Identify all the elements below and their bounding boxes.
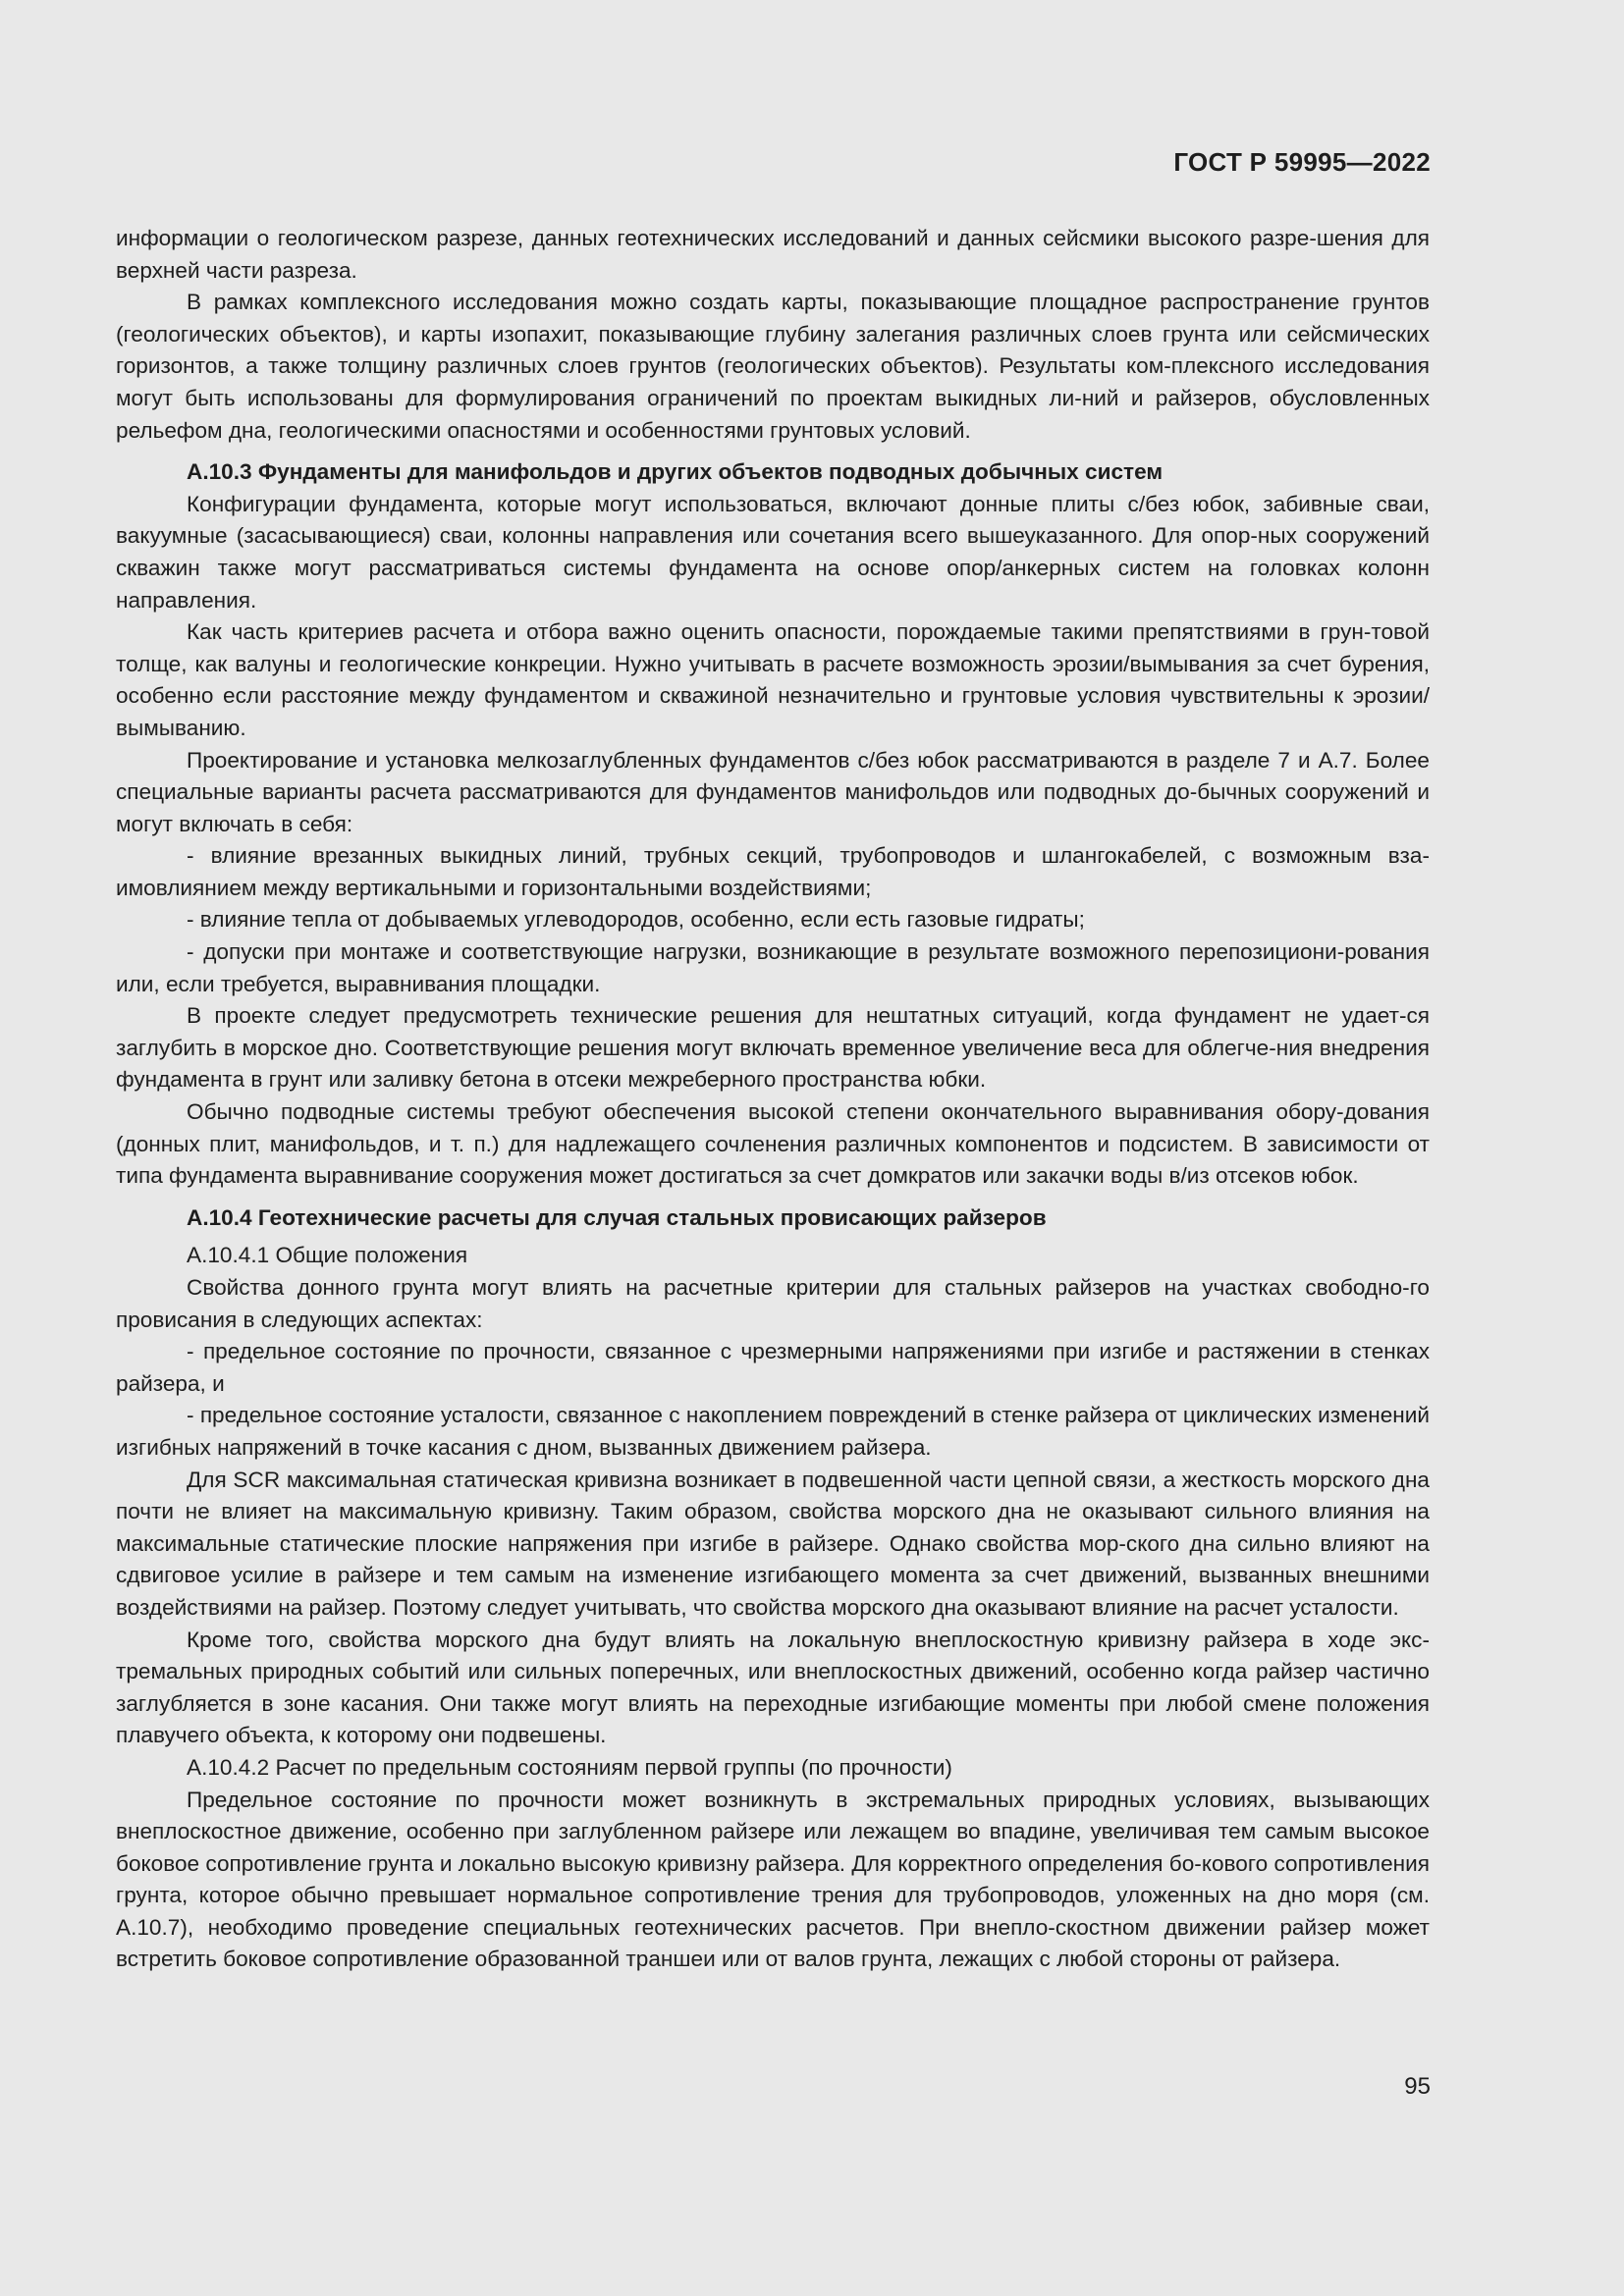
- paragraph: Обычно подводные системы требуют обеспечения высокой степени окончательного выравнивания обору-дования (донных плит, манифольдов, и т. п.) для надлежащего сочленения различных компонентов и подсистем. В зависимости от типа фундамента выравнивание сооружения может достигаться за счет домкратов или закачки воды в/из отсеков юбок.: [116, 1099, 1430, 1189]
- list-item: - влияние врезанных выкидных линий, трубных секций, трубопроводов и шлангокабелей, с возможным вза-имовлиянием между вертикальными и горизонтальными воздействиями;: [116, 843, 1430, 900]
- section-heading-a-10-4: А.10.4 Геотехнические расчеты для случая стальных провисающих райзеров: [187, 1204, 1047, 1230]
- subsection-heading-a-10-4-1: А.10.4.1 Общие положения: [187, 1243, 468, 1268]
- list-item: - влияние тепла от добываемых углеводородов, особенно, если есть газовые гидраты;: [187, 907, 1085, 933]
- paragraph: Как часть критериев расчета и отбора важно оценить опасности, порождаемые такими препятствиями в грун-товой толще, как валуны и геологические конкреции. Нужно учитывать в расчете возможность эрозии/вымывания за счет бурения, особенно если расстояние между фундаментом и скважиной незначительно и грунтовые условия чувствительны к эрозии/вымыванию.: [116, 619, 1430, 740]
- paragraph: Конфигурации фундамента, которые могут использоваться, включают донные плиты с/без юбок, забивные сваи, вакуумные (засасывающиеся) сваи, колонны направления или сочетания всего вышеуказанного. Для опор-ных сооружений скважин также могут рассматриваться системы фундамента на основе опор/анкерных систем на головках колонн направления.: [116, 491, 1430, 613]
- paragraph: В проекте следует предусмотреть технические решения для нештатных ситуаций, когда фундамент не удает-ся заглубить в морское дно. Соответствующие решения могут включать временное увеличение веса для облегче-ния внедрения фундамента в грунт или заливку бетона в отсеки межреберного пространства юбки.: [116, 1003, 1430, 1093]
- subsection-heading-a-10-4-2: А.10.4.2 Расчет по предельным состояниям первой группы (по прочности): [187, 1754, 952, 1780]
- paragraph: Проектирование и установка мелкозаглубленных фундаментов с/без юбок рассматриваются в разделе 7 и А.7. Более специальные варианты расчета рассматриваются для фундаментов манифольдов или подводных до-бычных сооружений и могут включать в себя:: [116, 747, 1430, 836]
- section-heading-a-10-3: А.10.3 Фундаменты для манифольдов и других объектов подводных добычных систем: [187, 459, 1164, 485]
- paragraph: информации о геологическом разрезе, данных геотехнических исследований и данных сейсмики высокого разре-шения для верхней части разреза.: [116, 226, 1430, 283]
- list-item: - предельное состояние по прочности, связанное с чрезмерными напряжениями при изгибе и растяжении в стенках райзера, и: [116, 1339, 1430, 1396]
- paragraph: В рамках комплексного исследования можно создать карты, показывающие площадное распространение грунтов (геологических объектов), и карты изопахит, показывающие глубину залегания различных слоев грунта или сейсмических горизонтов, а также толщину различных слоев грунтов (геологических объектов). Результаты ком-плексного исследования могут быть использованы для формулирования ограничений по проектам выкидных ли-ний и райзеров, обусловленных рельефом дна, геологическими опасностями и особенностями грунтовых условий.: [116, 290, 1430, 443]
- list-item: - допуски при монтаже и соответствующие нагрузки, возникающие в результате возможного перепозициони-рования или, если требуется, выравнивания площадки.: [116, 939, 1430, 996]
- document-code-header: ГОСТ Р 59995—2022: [1173, 147, 1431, 177]
- paragraph: Кроме того, свойства морского дна будут влиять на локальную внеплоскостную кривизну райзера в ходе экс-тремальных природных событий или сильных поперечных, или внеплоскостных движений, особенно когда райзер частично заглубляется в зоне касания. Они также могут влиять на переходные изгибающие моменты при любой смене положения плавучего объекта, к которому они подвешены.: [116, 1627, 1430, 1748]
- document-body: [116, 223, 1430, 1976]
- paragraph: Предельное состояние по прочности может возникнуть в экстремальных природных условиях, вызывающих внеплоскостное движение, особенно при заглубленном райзере или лежащем во впадине, увеличивая тем самым высокое боковое сопротивление грунта и локально высокую кривизну райзера. Для корректного определения бо-кового сопротивления грунта, которое обычно превышает нормальное сопротивление трения для трубопроводов, уложенных на дно моря (см. А.10.7), необходимо проведение специальных геотехнических расчетов. При внепло-скостном движении райзер может встретить боковое сопротивление образованной траншеи или от валов грунта, лежащих с любой стороны от райзера.: [116, 1787, 1430, 1972]
- paragraph: Для SCR максимальная статическая кривизна возникает в подвешенной части цепной связи, а жесткость морского дна почти не влияет на максимальную кривизну. Таким образом, свойства морского дна не оказывают сильного влияния на максимальные статические плоские напряжения при изгибе в райзере. Однако свойства мор-ского дна сильно влияют на сдвиговое усилие в райзере и тем самым на изменение изгибающего момента за счет движений, вызванных внешними воздействиями на райзер. Поэтому следует учитывать, что свойства морского дна оказывают влияние на расчет усталости.: [116, 1467, 1430, 1620]
- page-number: 95: [1404, 2073, 1431, 2100]
- paragraph: Свойства донного грунта могут влиять на расчетные критерии для стальных райзеров на участках свободно-го провисания в следующих аспектах:: [116, 1275, 1430, 1332]
- list-item: - предельное состояние усталости, связанное с накоплением повреждений в стенке райзера от циклических изменений изгибных напряжений в точке касания с дном, вызванных движением райзера.: [116, 1403, 1430, 1460]
